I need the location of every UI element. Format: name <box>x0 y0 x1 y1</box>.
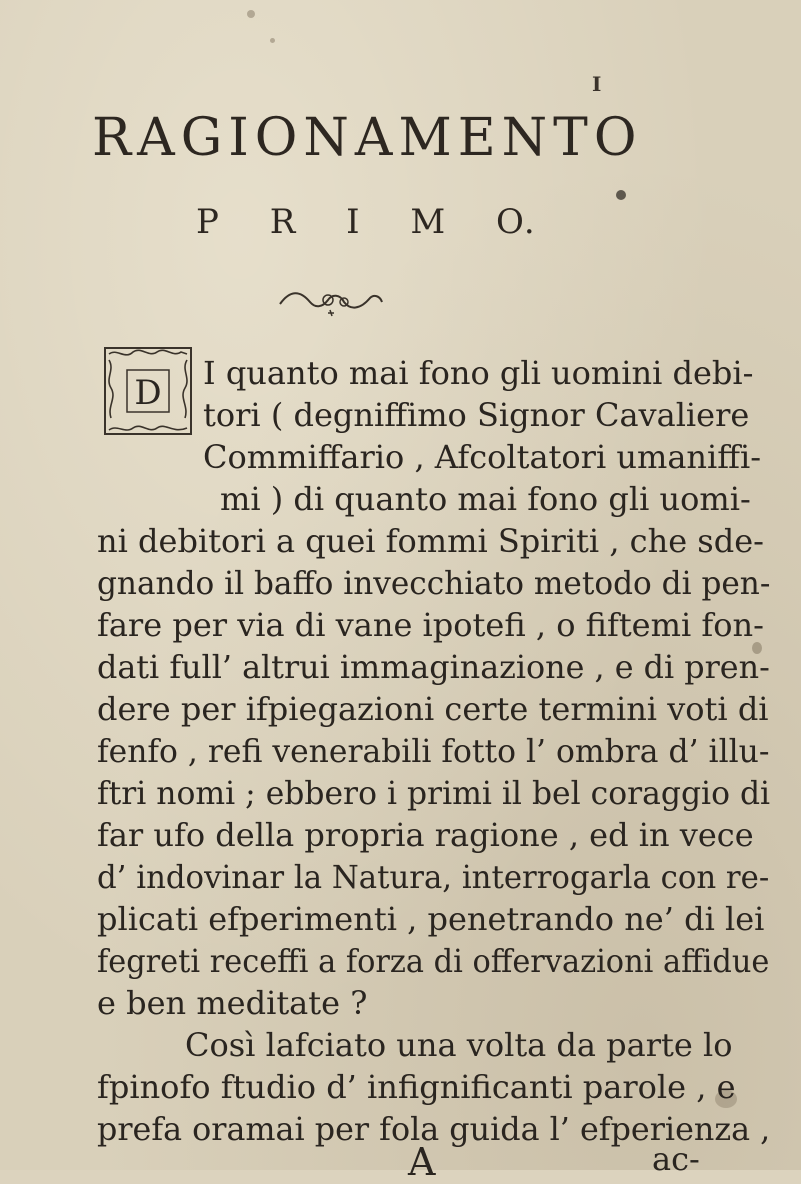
ornament-icon <box>270 280 390 320</box>
text-line: mi ) di quanto mai fono gli uomi- <box>220 480 751 518</box>
text-line: tori ( degniffimo Signor Cavaliere <box>203 396 750 434</box>
text-line: fpinofo ftudio d’ infignificanti parole , e <box>97 1068 736 1106</box>
text-line: I quanto mai fono gli uomini debi- <box>203 354 754 392</box>
text-line: prefa oramai per fola guida l’ efperienza , <box>97 1110 771 1148</box>
text-line: Così lafciato una volta da parte lo <box>185 1026 733 1064</box>
paper-stain <box>247 10 255 18</box>
text-line: dati full’ altrui immaginazione , e di pren- <box>97 648 770 686</box>
subtitle-letter: O. <box>496 202 537 242</box>
subtitle-letter: P <box>196 202 221 242</box>
paper-stain <box>616 190 626 200</box>
text-line: ni debitori a quei fommi Spiriti , che sde- <box>97 522 764 560</box>
subtitle-letter: I <box>346 202 362 242</box>
subtitle-letter: M <box>410 202 448 242</box>
subtitle-letter: R <box>269 202 298 242</box>
text-line: dere per ifpiegazioni certe termini voti di <box>97 690 769 728</box>
text-line: fare per via di vane ipotefi , o fiftemi fon- <box>97 606 764 644</box>
text-line: fenfo , refi venerabili fotto l’ ombra d’ illu- <box>97 732 770 770</box>
text-line: plicati efperimenti , penetrando ne’ di lei <box>97 900 765 938</box>
text-line: Commiffario , Afcoltatori umaniffi- <box>203 438 762 476</box>
initial-letter: D <box>134 373 162 413</box>
decorated-initial-icon <box>103 346 193 436</box>
text-line: far ufo della propria ragione , ed in vece <box>97 816 754 854</box>
signature-mark: A <box>408 1140 436 1184</box>
chapter-title: RAGIONAMENTO <box>92 108 643 168</box>
paper-stain <box>270 38 275 43</box>
text-line: fegreti receffi a forza di offervazioni affidue <box>97 942 770 980</box>
text-line: e ben meditate ? <box>97 984 368 1022</box>
catchword: ac- <box>652 1140 700 1178</box>
text-line: ftri nomi ; ebbero i primi il bel coraggio di <box>97 774 771 812</box>
page-marker: I <box>592 72 602 96</box>
text-line: gnando il baffo invecchiato metodo di pen- <box>97 564 771 602</box>
chapter-subtitle <box>196 200 556 244</box>
text-line: d’ indovinar la Natura, interrogarla con re- <box>97 858 770 896</box>
